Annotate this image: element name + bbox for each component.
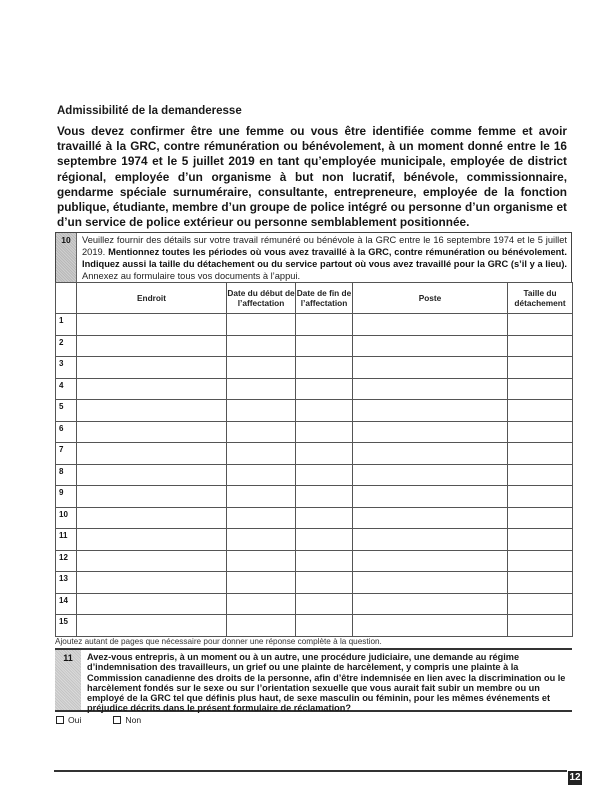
start-date-cell[interactable] (227, 314, 296, 336)
start-date-cell[interactable] (227, 486, 296, 508)
position-cell[interactable] (353, 335, 508, 357)
location-cell[interactable] (77, 529, 227, 551)
position-cell[interactable] (353, 314, 508, 336)
location-cell[interactable] (77, 443, 227, 465)
position-cell[interactable] (353, 593, 508, 615)
option-yes[interactable] (56, 715, 81, 725)
work-history-table (55, 282, 573, 637)
location-cell[interactable] (77, 572, 227, 594)
location-cell[interactable] (77, 550, 227, 572)
start-date-cell[interactable] (227, 335, 296, 357)
table-row (56, 572, 573, 594)
end-date-cell[interactable] (296, 529, 353, 551)
table-row (56, 314, 573, 336)
position-cell[interactable] (353, 529, 508, 551)
row-number: 5 (56, 400, 77, 422)
row-number: 4 (56, 378, 77, 400)
end-date-cell[interactable] (296, 421, 353, 443)
checkbox-yes[interactable] (56, 716, 64, 724)
option-no[interactable] (113, 715, 141, 725)
start-date-cell[interactable] (227, 443, 296, 465)
table-row (56, 357, 573, 379)
detachment-size-cell[interactable] (508, 572, 573, 594)
start-date-cell[interactable] (227, 593, 296, 615)
question-10-instructions: Veuillez fournir des détails sur votre travail rémunéré ou bénévole à la GRC entre le 16 septembre 1974 et le 5 juillet 2019. (82, 235, 567, 257)
location-cell[interactable] (77, 378, 227, 400)
end-date-cell[interactable] (296, 378, 353, 400)
question-10 (55, 232, 572, 282)
question-10-attachments: Annexez au formulaire tous vos documents à l’appui. (82, 271, 301, 281)
header-start-date: Date du début de l’affectation (227, 283, 296, 314)
end-date-cell[interactable] (296, 486, 353, 508)
detachment-size-cell[interactable] (508, 615, 573, 637)
eligibility-intro: Vous devez confirmer être une femme ou vous être identifiée comme femme et avoir travaillé à la GRC, contre rémunération ou bénévolement, à un moment donné entre le 16 septembre 1974 et le 5 juillet 2019 en tant qu’employée municipale, employée de district régional, employée d’un organisme à but non lucratif, bénévole, commissionnaire, gendarme spéciale surnuméraire, consultante, entrepreneure, employée de la fonction publique, étudiante, membre d’un groupe de police intégré ou personne d’un organisme et d’un service de police extérieur ou personne semblablement positionnée. (57, 124, 567, 230)
location-cell[interactable] (77, 335, 227, 357)
end-date-cell[interactable] (296, 464, 353, 486)
detachment-size-cell[interactable] (508, 507, 573, 529)
table-row (56, 421, 573, 443)
start-date-cell[interactable] (227, 550, 296, 572)
section-title: Admissibilité de la demanderesse (57, 105, 242, 117)
detachment-size-cell[interactable] (508, 357, 573, 379)
table-row (56, 593, 573, 615)
row-number: 9 (56, 486, 77, 508)
location-cell[interactable] (77, 314, 227, 336)
checkbox-no[interactable] (113, 716, 121, 724)
footer-divider (54, 770, 567, 772)
option-yes-label: Oui (68, 715, 82, 725)
start-date-cell[interactable] (227, 507, 296, 529)
detachment-size-cell[interactable] (508, 593, 573, 615)
start-date-cell[interactable] (227, 572, 296, 594)
end-date-cell[interactable] (296, 400, 353, 422)
header-end-date: Date de fin de l’affectation (296, 283, 353, 314)
table-row (56, 529, 573, 551)
table-row (56, 615, 573, 637)
table-row (56, 400, 573, 422)
row-number: 10 (56, 507, 77, 529)
detachment-size-cell[interactable] (508, 486, 573, 508)
table-row (56, 507, 573, 529)
table-header-row (56, 283, 573, 314)
position-cell[interactable] (353, 357, 508, 379)
end-date-cell[interactable] (296, 615, 353, 637)
position-cell[interactable] (353, 550, 508, 572)
position-cell[interactable] (353, 421, 508, 443)
detachment-size-cell[interactable] (508, 400, 573, 422)
end-date-cell[interactable] (296, 314, 353, 336)
start-date-cell[interactable] (227, 357, 296, 379)
table-row (56, 335, 573, 357)
detachment-size-cell[interactable] (508, 464, 573, 486)
position-cell[interactable] (353, 615, 508, 637)
answer-options (56, 715, 141, 725)
table-row (56, 443, 573, 465)
end-date-cell[interactable] (296, 357, 353, 379)
location-cell[interactable] (77, 593, 227, 615)
start-date-cell[interactable] (227, 529, 296, 551)
location-cell[interactable] (77, 464, 227, 486)
question-number: 10 (56, 233, 77, 282)
position-cell[interactable] (353, 464, 508, 486)
table-row (56, 464, 573, 486)
start-date-cell[interactable] (227, 464, 296, 486)
detachment-size-cell[interactable] (508, 378, 573, 400)
table-row (56, 486, 573, 508)
header-location: Endroit (77, 283, 227, 314)
location-cell[interactable] (77, 615, 227, 637)
detachment-size-cell[interactable] (508, 550, 573, 572)
detachment-size-cell[interactable] (508, 314, 573, 336)
header-position: Poste (353, 283, 508, 314)
position-cell[interactable] (353, 378, 508, 400)
row-number: 12 (56, 550, 77, 572)
location-cell[interactable] (77, 400, 227, 422)
row-number: 8 (56, 464, 77, 486)
header-detachment-size: Taille du détachement (508, 283, 573, 314)
end-date-cell[interactable] (296, 593, 353, 615)
location-cell[interactable] (77, 357, 227, 379)
header-number (56, 283, 77, 314)
row-number: 6 (56, 421, 77, 443)
row-number: 14 (56, 593, 77, 615)
row-number: 7 (56, 443, 77, 465)
end-date-cell[interactable] (296, 335, 353, 357)
row-number: 2 (56, 335, 77, 357)
location-cell[interactable] (77, 421, 227, 443)
position-cell[interactable] (353, 507, 508, 529)
end-date-cell[interactable] (296, 572, 353, 594)
row-number: 13 (56, 572, 77, 594)
row-number: 11 (56, 529, 77, 551)
location-cell[interactable] (77, 486, 227, 508)
question-10-text (77, 233, 571, 282)
page-number: 12 (569, 772, 581, 783)
position-cell[interactable] (353, 400, 508, 422)
table-row (56, 378, 573, 400)
question-number: 11 (55, 650, 81, 710)
row-number: 3 (56, 357, 77, 379)
footnote: Ajoutez autant de pages que nécessaire pour donner une réponse complète à la question. (55, 637, 382, 646)
end-date-cell[interactable] (296, 443, 353, 465)
detachment-size-cell[interactable] (508, 421, 573, 443)
position-cell[interactable] (353, 443, 508, 465)
end-date-cell[interactable] (296, 550, 353, 572)
table-row (56, 550, 573, 572)
question-11-text: Avez-vous entrepris, à un moment ou à un autre, une procédure judiciaire, une demande au régime d’indemnisation des travailleurs, un grief ou une plainte de harcèlement, y compris une plainte à la Commission canadienne des droits de la personne, afin d’être indemnisée en lien avec la discrimination ou le harcèlement fondés sur le sexe ou sur l’orientation sexuelle que vous aurait fait subir un membre ou un employé de la GRC tel que définis plus haut, de sexe masculin ou féminin, pour les mêmes événements et préjudice décrits dans le présent formulaire de réclamation? (87, 652, 566, 714)
start-date-cell[interactable] (227, 615, 296, 637)
start-date-cell[interactable] (227, 421, 296, 443)
start-date-cell[interactable] (227, 378, 296, 400)
question-10-emphasis: Mentionnez toutes les périodes où vous avez travaillé à la GRC, contre rémunération ou bénévolement. Indiquez aussi la taille du détachement ou du service partout où vous avez travaillé pour la GRC (s’il y a lieu). (82, 247, 567, 269)
position-cell[interactable] (353, 486, 508, 508)
option-no-label: Non (125, 715, 142, 725)
end-date-cell[interactable] (296, 507, 353, 529)
question-11 (55, 648, 572, 712)
detachment-size-cell[interactable] (508, 335, 573, 357)
row-number: 1 (56, 314, 77, 336)
position-cell[interactable] (353, 572, 508, 594)
detachment-size-cell[interactable] (508, 529, 573, 551)
row-number: 15 (56, 615, 77, 637)
detachment-size-cell[interactable] (508, 443, 573, 465)
location-cell[interactable] (77, 507, 227, 529)
start-date-cell[interactable] (227, 400, 296, 422)
